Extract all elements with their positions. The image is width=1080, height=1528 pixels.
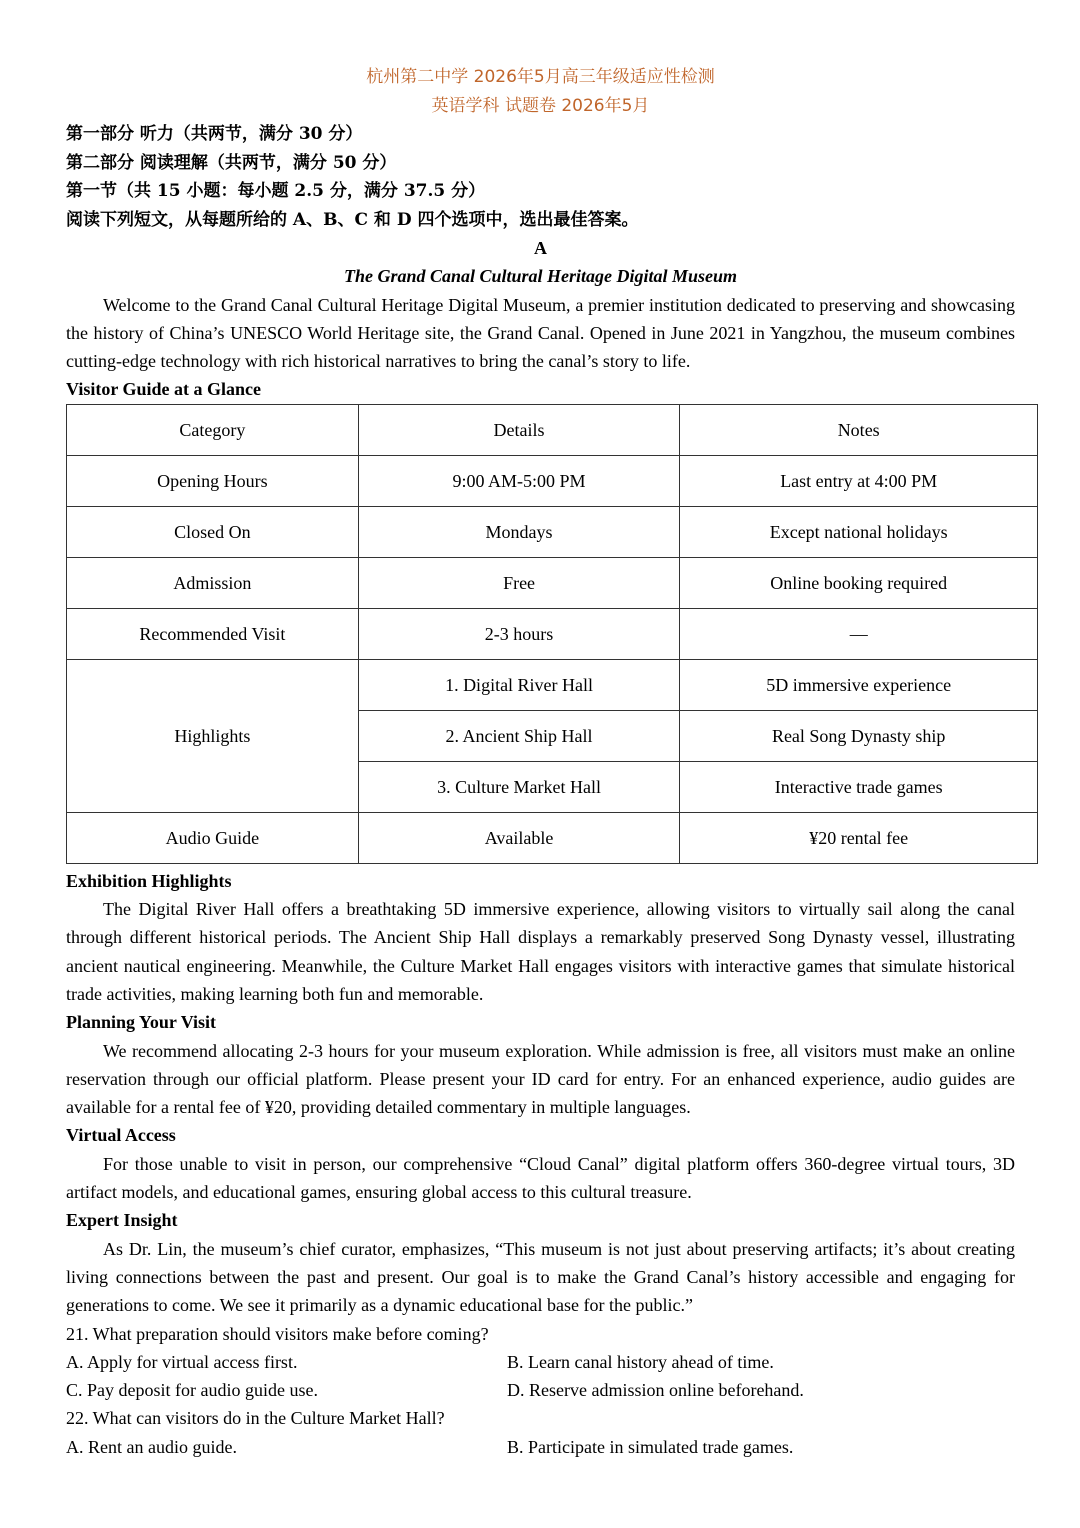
highlights-label-cell: Highlights bbox=[67, 659, 359, 812]
table-header-cell: Notes bbox=[680, 404, 1038, 455]
table-cell: 9:00 AM-5:00 PM bbox=[358, 455, 680, 506]
passage-title: The Grand Canal Cultural Heritage Digital Museum bbox=[343, 266, 738, 287]
exam-subtitle: 英语学科 试题卷 2026年5月 bbox=[431, 95, 650, 116]
section-text-expert: As Dr. Lin, the museum’s chief curator, emphasizes, “This museum is not just about preserving artifacts; it’s about creating living connections between the past and present. Our goal is to make the Grand Canal’s history accessible and engaging for generations to come. We see it primarily as a dynamic educational base for the public.” bbox=[66, 1238, 1015, 1316]
section-text-exhibition: The Digital River Hall offers a breathtaking 5D immersive experience, allowing visitors to virtually sail along the canal through different historical periods. The Ancient Ship Hall displays a remarkably preserved Song Dynasty vessel, illustrating ancient nautical engineering. Meanwhile, the Culture Market Hall engages visitors with interactive games that simulate historical trade activities, making learning both fun and memorable. bbox=[66, 899, 1015, 1004]
table-row bbox=[67, 506, 1038, 557]
table-header-cell: Details bbox=[358, 404, 680, 455]
table-cell: Closed On bbox=[67, 506, 359, 557]
table-heading: Visitor Guide at a Glance bbox=[66, 379, 261, 400]
table-header-row bbox=[67, 404, 1038, 455]
section-listening: 第一部分 听力（共两节，满分 30 分） bbox=[66, 124, 363, 144]
section-heading-expert: Expert Insight bbox=[66, 1210, 178, 1231]
section-heading-planning: Planning Your Visit bbox=[66, 1012, 217, 1033]
table-cell: 3. Culture Market Hall bbox=[358, 761, 680, 812]
answer-option[interactable]: A. Rent an audio guide. bbox=[66, 1436, 237, 1457]
table-cell: Except national holidays bbox=[680, 506, 1038, 557]
question-21-options-row2 bbox=[66, 1376, 1015, 1404]
table-cell: Recommended Visit bbox=[67, 608, 359, 659]
table-cell: ¥20 rental fee bbox=[680, 812, 1038, 863]
question-22-stem: 22. What can visitors do in the Culture Market Hall? bbox=[66, 1408, 445, 1429]
table-cell: — bbox=[680, 608, 1038, 659]
section-reading: 第二部分 阅读理解（共两节，满分 50 分） bbox=[66, 152, 397, 173]
table-cell: Online booking required bbox=[680, 557, 1038, 608]
answer-option[interactable]: A. Apply for virtual access first. bbox=[66, 1351, 298, 1372]
table-cell: Opening Hours bbox=[67, 455, 359, 506]
table-row bbox=[67, 659, 1038, 710]
table-cell: Free bbox=[358, 557, 680, 608]
question-21-options bbox=[66, 1348, 1015, 1376]
answer-option[interactable]: B. Learn canal history ahead of time. bbox=[507, 1351, 774, 1372]
table-cell: 2-3 hours bbox=[358, 608, 680, 659]
table-row bbox=[67, 812, 1038, 863]
table-header-cell: Category bbox=[67, 404, 359, 455]
question-22-options bbox=[66, 1433, 1015, 1461]
answer-option[interactable]: B. Participate in simulated trade games. bbox=[507, 1436, 794, 1457]
section-text-planning: We recommend allocating 2-3 hours for your museum exploration. While admission is free, all visitors must make an online reservation through our official platform. Please present your ID card for entry. For an enhanced experience, audio guides are available for a rental fee of ¥20, providing detailed commentary in multiple languages. bbox=[66, 1040, 1015, 1118]
table-cell: Admission bbox=[67, 557, 359, 608]
answer-option[interactable]: C. Pay deposit for audio guide use. bbox=[66, 1380, 318, 1401]
section-heading-virtual: Virtual Access bbox=[66, 1125, 176, 1146]
table-row bbox=[67, 608, 1038, 659]
reading-instruction: 阅读下列短文，从每题所给的 A、B、C 和 D 四个选项中，选出最佳答案。 bbox=[66, 209, 639, 230]
table-cell: 5D immersive experience bbox=[680, 659, 1038, 710]
table-row bbox=[67, 455, 1038, 506]
answer-option[interactable]: D. Reserve admission online beforehand. bbox=[507, 1380, 804, 1401]
passage-letter: A bbox=[534, 238, 547, 258]
exam-title: 杭州第二中学 2026年5月高三年级适应性检测 bbox=[366, 67, 715, 87]
section-part-one: 第一节（共 15 小题：每小题 2.5 分，满分 37.5 分） bbox=[66, 181, 486, 201]
table-row bbox=[67, 557, 1038, 608]
visitor-guide-table bbox=[66, 404, 1038, 864]
table-cell: Real Song Dynasty ship bbox=[680, 710, 1038, 761]
question-21-stem: 21. What preparation should visitors make before coming? bbox=[66, 1323, 489, 1344]
passage-intro: Welcome to the Grand Canal Cultural Heritage Digital Museum, a premier institution dedicated to preserving and showcasing the history of China’s UNESCO World Heritage site, the Grand Canal. Opened in June 2021 in Yangzhou, the museum combines cutting-edge technology with rich historical narratives to bring the canal’s story to life. bbox=[66, 294, 1015, 372]
table-cell: Audio Guide bbox=[67, 812, 359, 863]
table-cell: 2. Ancient Ship Hall bbox=[358, 710, 680, 761]
table-cell: Available bbox=[358, 812, 680, 863]
table-cell: 1. Digital River Hall bbox=[358, 659, 680, 710]
section-text-virtual: For those unable to visit in person, our comprehensive “Cloud Canal” digital platform offers 360-degree virtual tours, 3D artifact models, and educational games, ensuring global access to this cultural treasure. bbox=[66, 1153, 1015, 1203]
table-cell: Mondays bbox=[358, 506, 680, 557]
table-cell: Interactive trade games bbox=[680, 761, 1038, 812]
table-cell: Last entry at 4:00 PM bbox=[680, 455, 1038, 506]
section-heading-exhibition: Exhibition Highlights bbox=[66, 870, 232, 891]
